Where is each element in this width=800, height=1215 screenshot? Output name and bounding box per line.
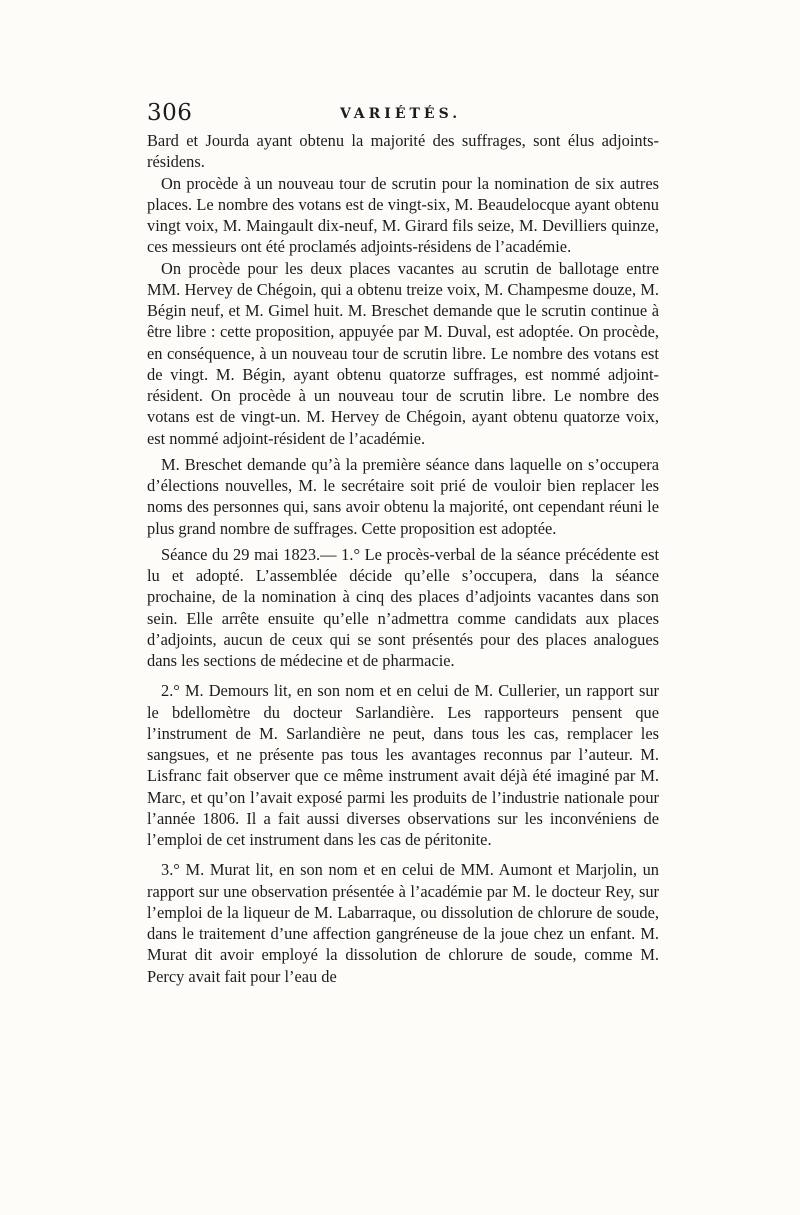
body-text [147, 130, 659, 987]
paragraph-continuation: Bard et Jourda ayant obtenu la majorité des suffrages, sont élus adjoints-résidens. [147, 131, 659, 172]
page-header [147, 100, 655, 130]
paragraph-breschet-proposal: M. Breschet demande qu’à la première séance dans laquelle on s’occupera d’élections nouvelles, M. le secrétaire soit prié de vouloir bien replacer les noms des personnes qui, sans avoir obtenu la majorité, ont cependant réuni le plus grand nombre de suffrages. Cette proposition est adoptée. [147, 454, 659, 538]
paragraph-ballotage: On procède pour les deux places vacantes au scrutin de ballotage entre MM. Hervey de Chégoin, qui a obtenu treize voix, M. Champesme douze, M. Bégin neuf, et M. Gimel huit. M. Breschet demande que le scrutin continue à être libre : cette proposition, appuyée par M. Duval, est adoptée. On procède, en conséquence, à un nouveau tour de scrutin libre. Le nombre des votans est de vingt. M. Bégin, ayant obtenu quatorze suffrages, est nommé adjoint-résident. On procède à un nouveau tour de scrutin libre. Le nombre des votans est de vingt-un. M. Hervey de Chégoin, ayant obtenu quatorze voix, est nommé adjoint-résident de l’académie. [147, 258, 659, 448]
paragraph-murat-report: 3.° M. Murat lit, en son nom et en celui de MM. Aumont et Marjolin, un rapport sur une observation présentée à l’académie par M. le docteur Rey, sur l’emploi de la liqueur de M. Labarraque, ou dissolution de chlorure de soude, dans le traitement d’une affection gangréneuse de la joue chez un enfant. M. Murat dit avoir employé la dissolution de chlorure de soude, comme M. Percy avait fait pour l’eau de [147, 860, 659, 986]
paragraph-second-round: On procède à un nouveau tour de scrutin pour la nomination de six autres places. Le nombre des votans est de vingt-six, M. Beaudelocque ayant obtenu vingt voix, M. Maingault dix-neuf, M. Girard fils seize, M. Devilliers quinze, ces messieurs ont été proclamés adjoints-résidens de l’académie. [147, 173, 659, 257]
running-head: VARIÉTÉS. [340, 106, 462, 122]
paragraph-seance-29-mai: Séance du 29 mai 1823.— 1.° Le procès-verbal de la séance précédente est lu et adopté. L’assemblée décide qu’elle s’occupera, dans la séance prochaine, de la nomination à cinq des places d’adjoints vacantes dans son sein. Elle arrête ensuite qu’elle n’admettra comme candidats aux places d’adjoints, aucun de ceux qui se sont présentés pour des places analogues dans les sections de médecine et de pharmacie. [147, 544, 659, 670]
page-number: 306 [147, 100, 193, 126]
paragraph-demours-report: 2.° M. Demours lit, en son nom et en celui de M. Cullerier, un rapport sur le bdellomètre du docteur Sarlandière. Les rapporteurs pensent que l’instrument de M. Sarlandière ne peut, dans tous les cas, remplacer les sangsues, et ne présente pas tous les avantages reconnus par l’auteur. M. Lisfranc fait observer que ce même instrument avait déjà été imaginé par M. Marc, et qu’on l’avait exposé parmi les produits de l’industrie nationale pour l’année 1806. Il a fait aussi diverses observations sur les inconvéniens de l’emploi de cet instrument dans les cas de péritonite. [147, 681, 659, 849]
